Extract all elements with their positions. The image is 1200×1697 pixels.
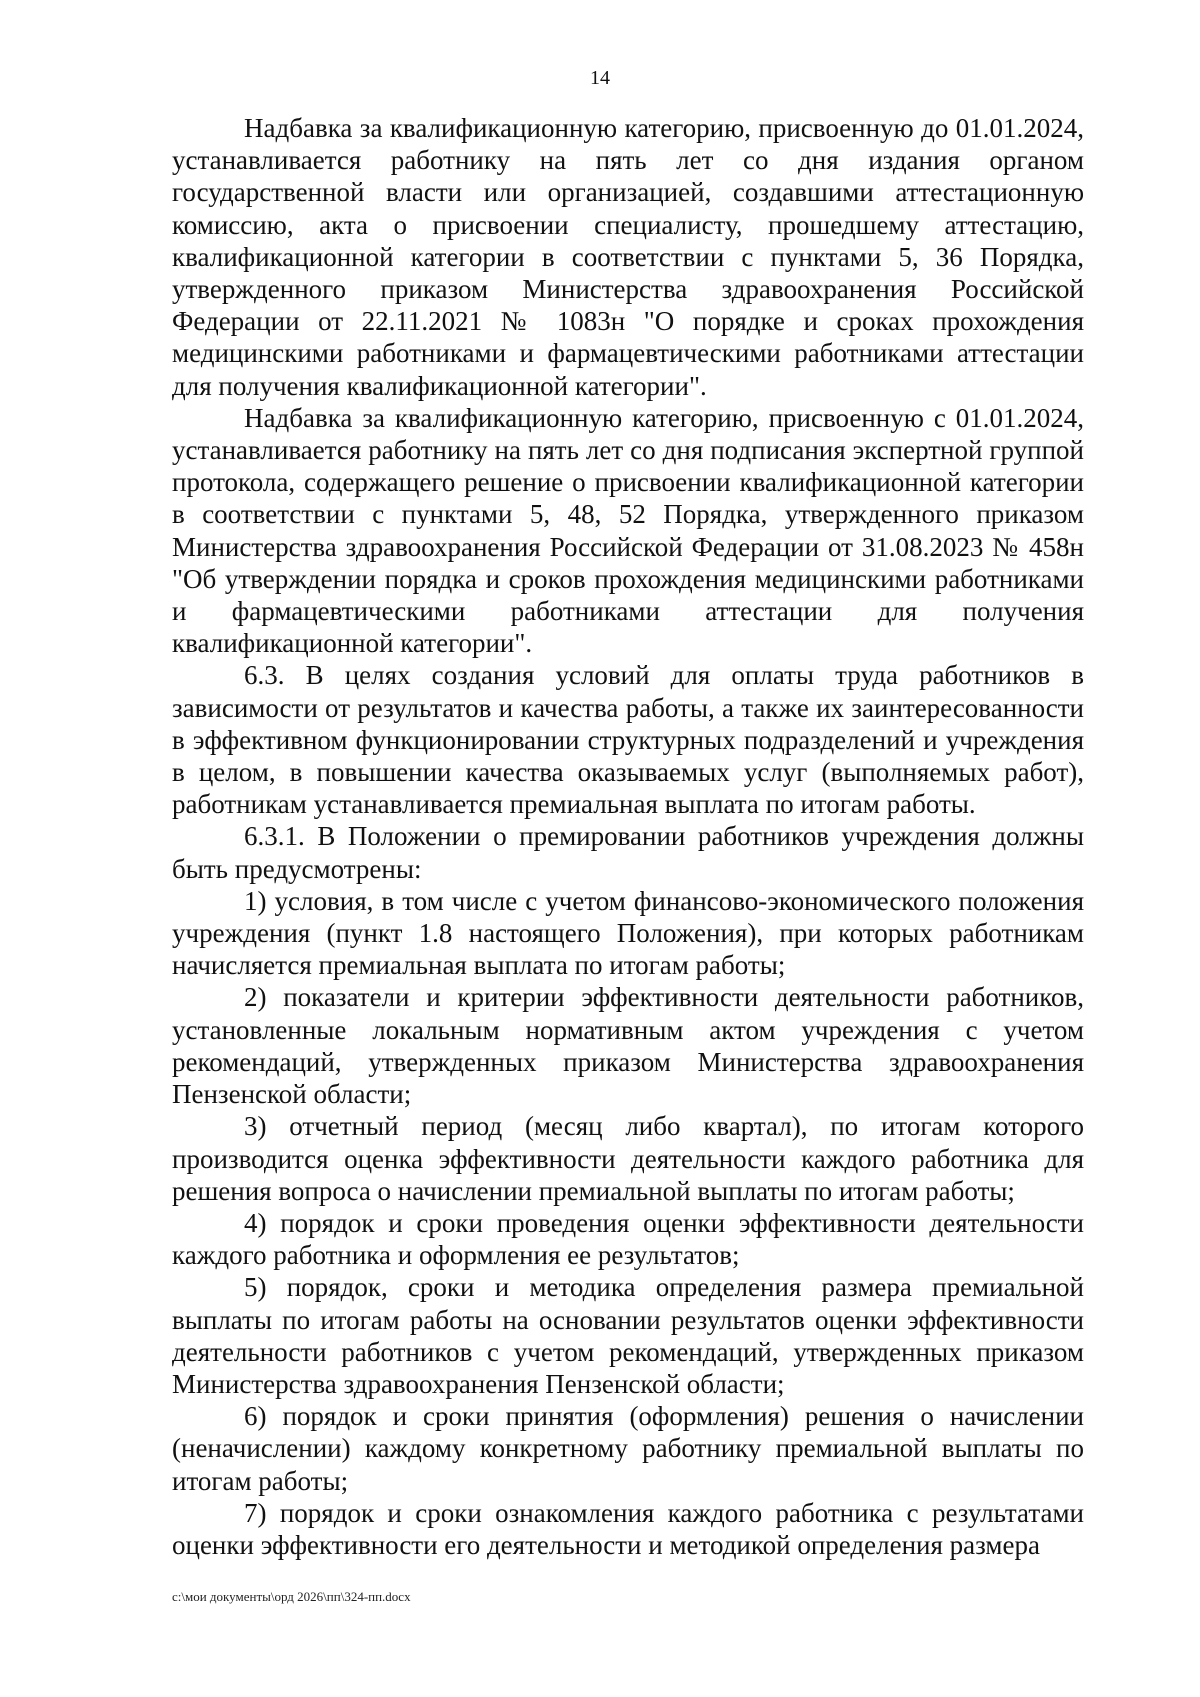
paragraph-section-6-3-1: 6.3.1. В Положении о премировании работников учреждения должны быть предусмотрены:	[172, 821, 1084, 884]
paragraph-allowance-before-2024: Надбавка за квалификационную категорию, присвоенную до 01.01.2024, устанавливается работнику на пять лет со дня издания органом государственной власти или организацией, создавшими аттестационную комиссию, акта о присвоении специалисту, прошедшему аттестацию, квалификационной категории в соответствии с пунктами 5, 36 Порядка, утвержденного приказом Министерства здравоохранения Российской Федерации от 22.11.2021 № 1083н "О порядке и сроках прохождения медицинскими работниками и фармацевтическими работниками аттестации для получения квалификационной категории".	[172, 113, 1084, 401]
list-item-5: 5) порядок, сроки и методика определения размера премиальной выплаты по итогам работы на основании результатов оценки эффективности деятельности работников с учетом рекомендаций, утвержденных приказом Министерства здравоохранения Пензенской области;	[172, 1272, 1084, 1399]
list-item-3: 3) отчетный период (месяц либо квартал), по итогам которого производится оценка эффективности деятельности каждого работника для решения вопроса о начислении премиальной выплаты по итогам работы;	[172, 1111, 1084, 1206]
list-item-1: 1) условия, в том числе с учетом финансово-экономического положения учреждения (пункт 1.8 настоящего Положения), при которых работникам начисляется премиальная выплата по итогам работы;	[172, 885, 1084, 981]
page-number: 14	[590, 67, 610, 89]
list-item-2: 2) показатели и критерии эффективности деятельности работников, установленные локальным нормативным актом учреждения с учетом рекомендаций, утвержденных приказом Министерства здравоохранения Пензенской области;	[172, 982, 1084, 1110]
footer-file-path: c:\мои документы\орд 2026\пп\324-пп.docx	[172, 1589, 411, 1604]
list-item-6: 6) порядок и сроки принятия (оформления) решения о начислении (неначислении) каждому конкретному работнику премиальной выплаты по итогам работы;	[172, 1401, 1084, 1496]
paragraph-allowance-from-2024: Надбавка за квалификационную категорию, присвоенную с 01.01.2024, устанавливается работнику на пять лет со дня подписания экспертной группой протокола, содержащего решение о присвоении квалификационной категории в соответствии с пунктами 5, 48, 52 Порядка, утвержденного приказом Министерства здравоохранения Российской Федерации от 31.08.2023 № 458н "Об утверждении порядка и сроков прохождения медицинскими работниками и фармацевтическими работниками аттестации для получения квалификационной категории".	[172, 402, 1084, 659]
document-body	[172, 112, 1084, 1561]
list-item-7: 7) порядок и сроки ознакомления каждого работника с результатами оценки эффективности его деятельности и методикой определения размера	[172, 1497, 1084, 1560]
paragraph-section-6-3: 6.3. В целях создания условий для оплаты труда работников в зависимости от результатов и качества работы, а также их заинтересованности в эффективном функционировании структурных подразделений и учреждения в целом, в повышении качества оказываемых услуг (выполняемых работ), работникам устанавливается премиальная выплата по итогам работы.	[172, 660, 1084, 820]
list-item-4: 4) порядок и сроки проведения оценки эффективности деятельности каждого работника и оформления ее результатов;	[172, 1207, 1084, 1271]
